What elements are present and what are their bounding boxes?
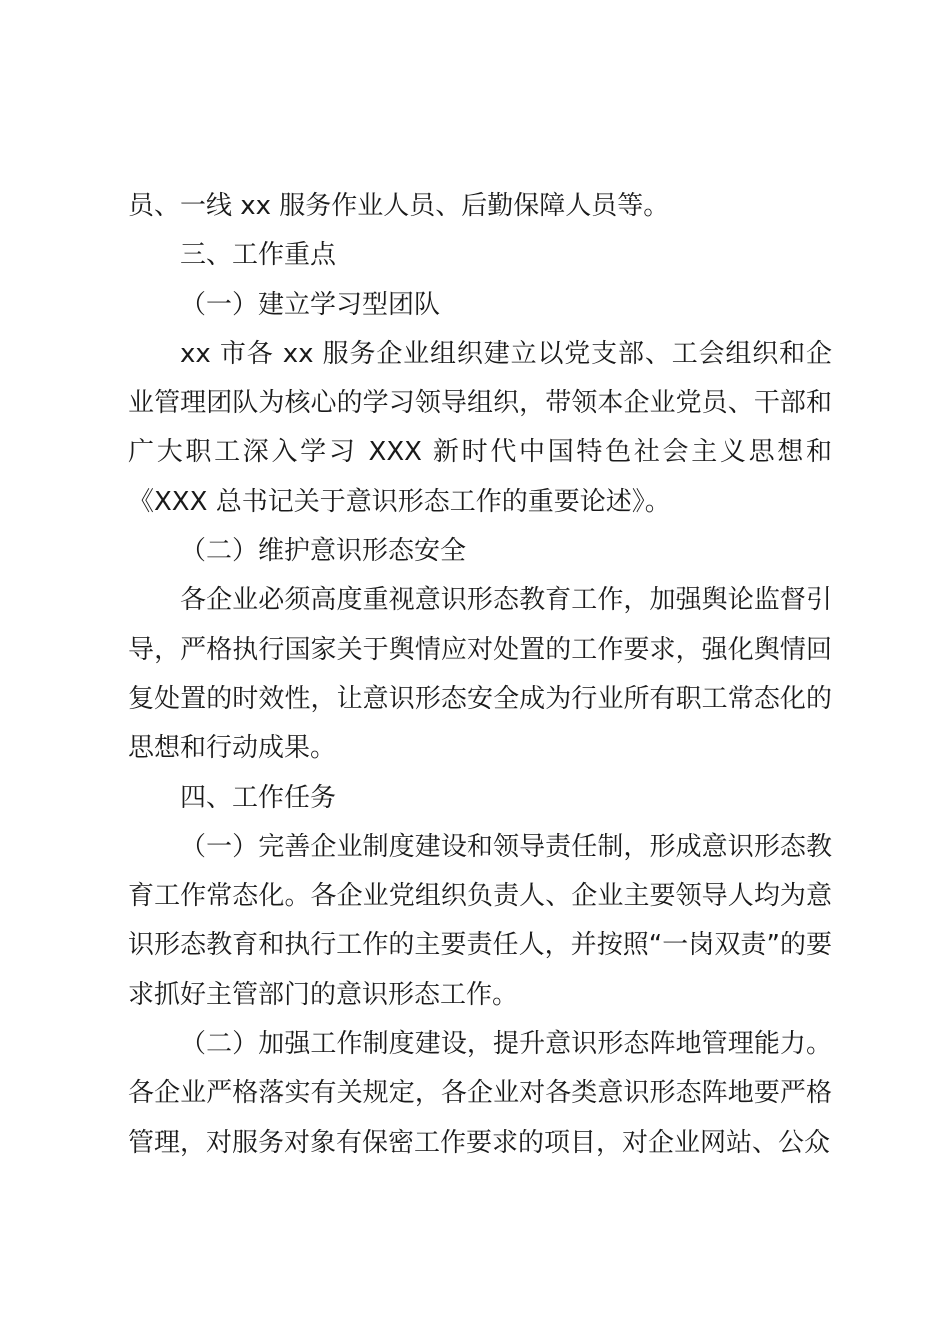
subsection-heading-ideology-security: （二）维护意识形态安全 bbox=[180, 536, 467, 567]
document-body bbox=[128, 182, 832, 1168]
paragraph-task-two: （二）加强工作制度建设，提升意识形态阵地管理能力。各企业严格落实有关规定，各企业对各类意识形态阵地要严格管理，对服务对象有保密工作要求的项目，对企业网站、公众 bbox=[128, 1029, 832, 1158]
section-heading-work-focus: 三、工作重点 bbox=[180, 240, 337, 271]
section-heading-work-tasks: 四、工作任务 bbox=[180, 782, 337, 813]
paragraph-task-one: （一）完善企业制度建设和领导责任制，形成意识形态教育工作常态化。各企业党组织负责人、企业主要领导人均为意识形态教育和执行工作的主要责任人，并按照“一岗双责”的要求抓好主管部门的意识形态工作。 bbox=[128, 831, 832, 1010]
paragraph-learning-team: xx 市各 xx 服务企业组织建立以党支部、工会组织和企业管理团队为核心的学习领导组织，带领本企业党员、干部和广大职工深入学习 XXX 新时代中国特色社会主义思想和《XXX 总书记关于意识形态工作的重要论述》。 bbox=[128, 338, 832, 517]
paragraph-ideology-security: 各企业必须高度重视意识形态教育工作，加强舆论监督引导，严格执行国家关于舆情应对处置的工作要求，强化舆情回复处置的时效性，让意识形态安全成为行业所有职工常态化的思想和行动成果。 bbox=[128, 585, 832, 764]
paragraph-continuation: 员、一线 xx 服务作业人员、后勤保障人员等。 bbox=[128, 191, 670, 221]
subsection-heading-learning-team: （一）建立学习型团队 bbox=[180, 289, 441, 320]
